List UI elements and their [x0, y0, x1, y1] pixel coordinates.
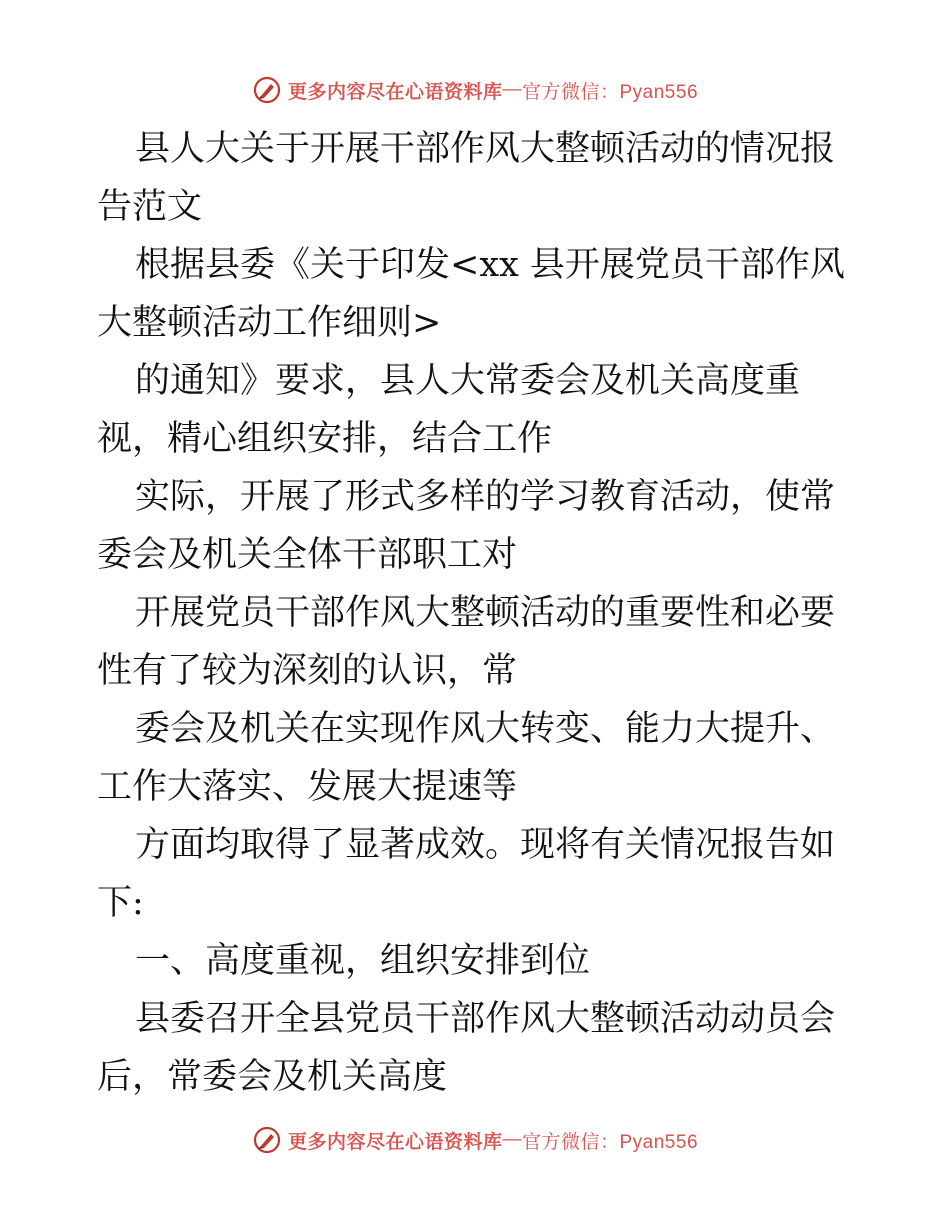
paragraph: 的通知》要求，县人大常委会及机关高度重视，精心组织安排，结合工作 — [97, 361, 801, 459]
paragraph-title: 县人大关于开展干部作风大整顿活动的情况报告范文 — [97, 129, 836, 227]
pen-circle-icon — [252, 75, 282, 105]
document-body — [97, 120, 857, 1106]
paragraph: 方面均取得了显著成效。现将有关情况报告如下: — [97, 825, 836, 923]
watermark-main-text: 更多内容尽在心语资料库 — [287, 1130, 503, 1153]
watermark-main-text: 更多内容尽在心语资料库 — [287, 80, 503, 103]
watermark-sub-text: 官方微信：Pyan556 — [522, 1131, 699, 1153]
paragraph: 根据县委《关于印发<xx 县开展党员干部作风大整顿活动工作细则> — [97, 245, 845, 343]
watermark-dash: — — [502, 1129, 522, 1150]
watermark-dash: — — [502, 79, 522, 100]
paragraph: 开展党员干部作风大整顿活动的重要性和必要性有了较为深刻的认识，常 — [97, 593, 836, 691]
paragraph: 委会及机关在实现作风大转变、能力大提升、工作大落实、发展大提速等 — [97, 709, 836, 807]
header-watermark — [0, 70, 950, 110]
paragraph: 县委召开全县党员干部作风大整顿活动动员会后，常委会及机关高度 — [97, 999, 836, 1097]
pen-circle-icon — [252, 1125, 282, 1155]
paragraph: 实际，开展了形式多样的学习教育活动，使常委会及机关全体干部职工对 — [97, 477, 836, 575]
section-heading: 一、高度重视，组织安排到位 — [135, 941, 591, 981]
watermark-sub-text: 官方微信：Pyan556 — [522, 81, 699, 103]
footer-watermark — [0, 1120, 950, 1160]
